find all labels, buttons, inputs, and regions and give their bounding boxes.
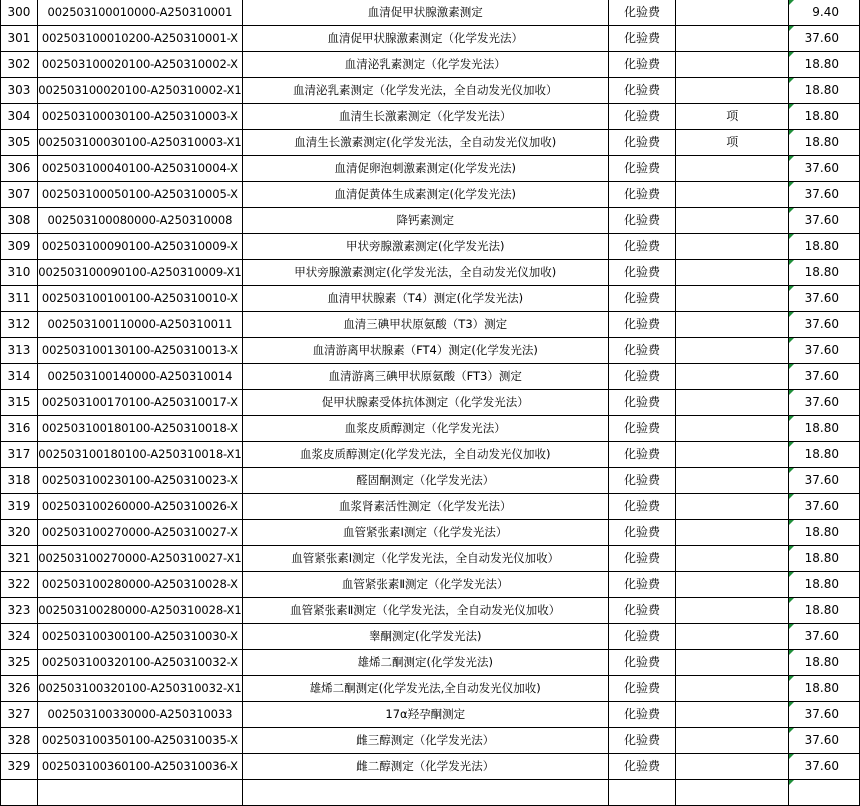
cell-price[interactable]: 18.80 [789, 78, 860, 104]
cell-price[interactable]: 9.40 [789, 0, 860, 26]
cell-unit[interactable] [676, 208, 789, 234]
cell-item-code[interactable]: 002503100170100-A250310017-X [37, 390, 242, 416]
cell-row-number[interactable]: 317 [1, 442, 38, 468]
cell-price[interactable]: 18.80 [789, 520, 860, 546]
cell-fee-category[interactable]: 化验费 [608, 416, 676, 442]
cell-row-number[interactable]: 305 [1, 130, 38, 156]
cell-fee-category[interactable]: 化验费 [608, 52, 676, 78]
cell-item-code[interactable]: 002503100320100-A250310032-X1 [37, 676, 242, 702]
cell-item-code[interactable]: 002503100030100-A250310003-X [37, 104, 242, 130]
cell-price[interactable]: 37.60 [789, 390, 860, 416]
cell-item-code[interactable]: 002503100020100-A250310002-X [37, 52, 242, 78]
cell-fee-category[interactable]: 化验费 [608, 702, 676, 728]
cell-fee-category[interactable]: 化验费 [608, 598, 676, 624]
cell-item-name[interactable]: 血浆皮质醇测定(化学发光法，全自动发光仪加收) [242, 442, 608, 468]
cell-fee-category[interactable]: 化验费 [608, 312, 676, 338]
table-row [1, 442, 860, 468]
cell-price[interactable]: 18.80 [789, 260, 860, 286]
cell-fee-category[interactable]: 化验费 [608, 494, 676, 520]
cell-row-number[interactable]: 306 [1, 156, 38, 182]
cell-fee-category[interactable]: 化验费 [608, 754, 676, 780]
table-row [1, 364, 860, 390]
cell-fee-category[interactable]: 化验费 [608, 156, 676, 182]
cell-price[interactable]: 37.60 [789, 156, 860, 182]
cell-fee-category[interactable]: 化验费 [608, 390, 676, 416]
cell-unit[interactable] [676, 390, 789, 416]
cell-row-number[interactable]: 324 [1, 624, 38, 650]
cell-item-name[interactable]: 甲状旁腺激素测定(化学发光法，全自动发光仪加收) [242, 260, 608, 286]
cell-row-number[interactable]: 318 [1, 468, 38, 494]
cell-unit[interactable] [676, 468, 789, 494]
cell-item-name[interactable]: 雄烯二酮测定(化学发光法) [242, 650, 608, 676]
cell-item-code[interactable]: 002503100010200-A250310001-X [37, 26, 242, 52]
cell-item-name[interactable]: 雌二醇测定（化学发光法） [242, 754, 608, 780]
cell-item-code[interactable]: 002503100270000-A250310027-X [37, 520, 242, 546]
cell-item-code[interactable]: 002503100330000-A250310033 [37, 702, 242, 728]
cell-row-number[interactable]: 329 [1, 754, 38, 780]
cell-item-name[interactable]: 血清促甲状腺激素测定（化学发光法） [242, 26, 608, 52]
cell-price[interactable]: 18.80 [789, 650, 860, 676]
cell-price[interactable]: 37.60 [789, 26, 860, 52]
cell-unit[interactable] [676, 286, 789, 312]
cell-item-name[interactable]: 雌三醇测定（化学发光法） [242, 728, 608, 754]
cell-fee-category[interactable]: 化验费 [608, 26, 676, 52]
cell-item-name[interactable]: 血管紧张素Ⅰ测定（化学发光法，全自动发光仪加收） [242, 546, 608, 572]
cell-row-number[interactable]: 320 [1, 520, 38, 546]
cell-unit[interactable] [676, 702, 789, 728]
table-row [1, 702, 860, 728]
table-row [1, 728, 860, 754]
table-row [1, 182, 860, 208]
cell-unit[interactable] [676, 182, 789, 208]
cell-unit[interactable] [676, 598, 789, 624]
cell-row-number[interactable]: 307 [1, 182, 38, 208]
cell-item-code[interactable]: 002503100280000-A250310028-X1 [37, 598, 242, 624]
table-row [1, 754, 860, 780]
table-row [1, 26, 860, 52]
cell-unit[interactable] [676, 546, 789, 572]
table-row [1, 156, 860, 182]
cell-fee-category[interactable]: 化验费 [608, 286, 676, 312]
table-row [1, 676, 860, 702]
cell-fee-category[interactable]: 化验费 [608, 728, 676, 754]
cell-item-name[interactable]: 促甲状腺素受体抗体测定（化学发光法） [242, 390, 608, 416]
table-row [1, 0, 860, 26]
cell-row-number[interactable]: 315 [1, 390, 38, 416]
cell-fee-category[interactable] [608, 780, 676, 806]
cell-item-name[interactable]: 醛固酮测定（化学发光法） [242, 468, 608, 494]
cell-item-name[interactable]: 血浆肾素活性测定（化学发光法） [242, 494, 608, 520]
cell-item-name[interactable]: 血清泌乳素测定（化学发光法） [242, 52, 608, 78]
cell-unit[interactable] [676, 754, 789, 780]
cell-unit[interactable] [676, 234, 789, 260]
table-row [1, 234, 860, 260]
table-row [1, 598, 860, 624]
cell-price[interactable]: 18.80 [789, 234, 860, 260]
cell-row-number[interactable]: 323 [1, 598, 38, 624]
cell-fee-category[interactable]: 化验费 [608, 208, 676, 234]
cell-row-number[interactable]: 316 [1, 416, 38, 442]
cell-row-number[interactable]: 313 [1, 338, 38, 364]
table-row [1, 546, 860, 572]
cell-fee-category[interactable]: 化验费 [608, 650, 676, 676]
cell-price[interactable]: 37.60 [789, 182, 860, 208]
cell-unit[interactable] [676, 520, 789, 546]
cell-row-number[interactable]: 319 [1, 494, 38, 520]
cell-unit[interactable] [676, 442, 789, 468]
cell-unit[interactable] [676, 78, 789, 104]
table-row [1, 494, 860, 520]
cell-item-code[interactable]: 002503100090100-A250310009-X [37, 234, 242, 260]
cell-item-name[interactable]: 血清甲状腺素（T4）测定(化学发光法) [242, 286, 608, 312]
table-row [1, 130, 860, 156]
cell-item-code[interactable]: 002503100180100-A250310018-X1 [37, 442, 242, 468]
cell-fee-category[interactable]: 化验费 [608, 676, 676, 702]
cell-unit[interactable] [676, 676, 789, 702]
cell-price[interactable]: 37.60 [789, 624, 860, 650]
cell-price[interactable]: 37.60 [789, 208, 860, 234]
cell-item-code[interactable]: 002503100020100-A250310002-X1 [37, 78, 242, 104]
table-row [1, 572, 860, 598]
fee-table-body [1, 0, 860, 806]
cell-price[interactable]: 37.60 [789, 312, 860, 338]
cell-item-code[interactable]: 002503100080000-A250310008 [37, 208, 242, 234]
cell-price[interactable]: 18.80 [789, 598, 860, 624]
cell-row-number[interactable]: 314 [1, 364, 38, 390]
cell-unit[interactable]: 项 [676, 104, 789, 130]
cell-price[interactable]: 18.80 [789, 52, 860, 78]
table-row [1, 338, 860, 364]
cell-item-code[interactable]: 002503100280000-A250310028-X [37, 572, 242, 598]
cell-item-name[interactable]: 血清促甲状腺激素测定 [242, 0, 608, 26]
cell-price[interactable]: 37.60 [789, 338, 860, 364]
cell-fee-category[interactable]: 化验费 [608, 0, 676, 26]
cell-unit[interactable] [676, 26, 789, 52]
cell-unit[interactable] [676, 624, 789, 650]
cell-price[interactable]: 18.80 [789, 572, 860, 598]
cell-item-name[interactable]: 血清促卵泡刺激素测定(化学发光法) [242, 156, 608, 182]
cell-unit[interactable] [676, 416, 789, 442]
cell-fee-category[interactable]: 化验费 [608, 624, 676, 650]
cell-item-name[interactable]: 血清生长激素测定(化学发光法，全自动发光仪加收) [242, 130, 608, 156]
cell-item-name[interactable]: 血清生长激素测定（化学发光法） [242, 104, 608, 130]
cell-row-number[interactable]: 326 [1, 676, 38, 702]
cell-item-name[interactable]: 血清游离三碘甲状原氨酸（FT3）测定 [242, 364, 608, 390]
cell-unit[interactable] [676, 728, 789, 754]
cell-unit[interactable] [676, 780, 789, 806]
cell-item-name[interactable]: 睾酮测定(化学发光法) [242, 624, 608, 650]
cell-price[interactable] [789, 780, 860, 806]
cell-row-number[interactable]: 312 [1, 312, 38, 338]
cell-unit[interactable]: 项 [676, 130, 789, 156]
cell-unit[interactable] [676, 650, 789, 676]
cell-row-number[interactable]: 325 [1, 650, 38, 676]
cell-item-code[interactable]: 002503100100100-A250310010-X [37, 286, 242, 312]
cell-item-name[interactable]: 血管紧张素Ⅰ测定（化学发光法） [242, 520, 608, 546]
cell-fee-category[interactable]: 化验费 [608, 572, 676, 598]
cell-row-number[interactable]: 302 [1, 52, 38, 78]
cell-item-code[interactable]: 002503100110000-A250310011 [37, 312, 242, 338]
cell-item-code[interactable]: 002503100130100-A250310013-X [37, 338, 242, 364]
cell-fee-category[interactable]: 化验费 [608, 338, 676, 364]
table-row [1, 390, 860, 416]
cell-unit[interactable] [676, 494, 789, 520]
cell-row-number[interactable]: 310 [1, 260, 38, 286]
table-row [1, 286, 860, 312]
cell-item-name[interactable]: 血清泌乳素测定（化学发光法，全自动发光仪加收） [242, 78, 608, 104]
table-row [1, 78, 860, 104]
cell-price[interactable]: 37.60 [789, 702, 860, 728]
cell-item-code[interactable]: 002503100140000-A250310014 [37, 364, 242, 390]
cell-price[interactable]: 18.80 [789, 676, 860, 702]
cell-item-name[interactable]: 血清游离甲状腺素（FT4）测定(化学发光法) [242, 338, 608, 364]
cell-row-number[interactable]: 304 [1, 104, 38, 130]
cell-item-code[interactable]: 002503100040100-A250310004-X [37, 156, 242, 182]
table-row [1, 520, 860, 546]
cell-price[interactable]: 37.60 [789, 754, 860, 780]
cell-unit[interactable] [676, 338, 789, 364]
cell-price[interactable]: 18.80 [789, 130, 860, 156]
cell-item-name[interactable]: 血清促黄体生成素测定(化学发光法) [242, 182, 608, 208]
cell-price[interactable]: 18.80 [789, 442, 860, 468]
cell-fee-category[interactable]: 化验费 [608, 546, 676, 572]
cell-row-number[interactable]: 308 [1, 208, 38, 234]
cell-item-name[interactable]: 血清三碘甲状原氨酸（T3）测定 [242, 312, 608, 338]
cell-item-code[interactable]: 002503100270000-A250310027-X1 [37, 546, 242, 572]
cell-item-code[interactable]: 002503100180100-A250310018-X [37, 416, 242, 442]
cell-fee-category[interactable]: 化验费 [608, 78, 676, 104]
table-row [1, 624, 860, 650]
table-row [1, 650, 860, 676]
table-row [1, 260, 860, 286]
cell-price[interactable]: 18.80 [789, 546, 860, 572]
cell-item-code[interactable]: 002503100050100-A250310005-X [37, 182, 242, 208]
table-row [1, 312, 860, 338]
cell-price[interactable]: 18.80 [789, 104, 860, 130]
cell-unit[interactable] [676, 52, 789, 78]
cell-item-name[interactable]: 血管紧张素Ⅱ测定（化学发光法，全自动发光仪加收） [242, 598, 608, 624]
cell-row-number[interactable]: 301 [1, 26, 38, 52]
cell-row-number[interactable] [1, 780, 38, 806]
cell-item-name[interactable] [242, 780, 608, 806]
cell-item-name[interactable]: 雄烯二酮测定(化学发光法,全自动发光仪加收) [242, 676, 608, 702]
cell-item-code[interactable]: 002503100230100-A250310023-X [37, 468, 242, 494]
cell-row-number[interactable]: 328 [1, 728, 38, 754]
cell-item-code[interactable]: 002503100260000-A250310026-X [37, 494, 242, 520]
cell-row-number[interactable]: 300 [1, 0, 38, 26]
table-row [1, 52, 860, 78]
cell-unit[interactable] [676, 0, 789, 26]
cell-fee-category[interactable]: 化验费 [608, 260, 676, 286]
cell-fee-category[interactable]: 化验费 [608, 104, 676, 130]
cell-price[interactable]: 18.80 [789, 416, 860, 442]
cell-price[interactable]: 37.60 [789, 728, 860, 754]
cell-item-name[interactable]: 17α羟孕酮测定 [242, 702, 608, 728]
cell-item-code[interactable] [37, 780, 242, 806]
cell-item-code[interactable]: 002503100090100-A250310009-X1 [37, 260, 242, 286]
cell-fee-category[interactable]: 化验费 [608, 364, 676, 390]
cell-item-code[interactable]: 002503100030100-A250310003-X1 [37, 130, 242, 156]
table-row [1, 780, 860, 806]
cell-item-name[interactable]: 甲状旁腺激素测定(化学发光法) [242, 234, 608, 260]
cell-price[interactable]: 37.60 [789, 364, 860, 390]
cell-item-code[interactable]: 002503100350100-A250310035-X [37, 728, 242, 754]
cell-unit[interactable] [676, 156, 789, 182]
cell-unit[interactable] [676, 260, 789, 286]
cell-row-number[interactable]: 309 [1, 234, 38, 260]
cell-row-number[interactable]: 327 [1, 702, 38, 728]
cell-unit[interactable] [676, 364, 789, 390]
cell-fee-category[interactable]: 化验费 [608, 468, 676, 494]
cell-row-number[interactable]: 321 [1, 546, 38, 572]
cell-price[interactable]: 37.60 [789, 468, 860, 494]
cell-price[interactable]: 37.60 [789, 494, 860, 520]
table-row [1, 104, 860, 130]
table-row [1, 208, 860, 234]
cell-item-code[interactable]: 002503100300100-A250310030-X [37, 624, 242, 650]
cell-item-name[interactable]: 血管紧张素Ⅱ测定（化学发光法） [242, 572, 608, 598]
cell-item-name[interactable]: 血浆皮质醇测定（化学发光法） [242, 416, 608, 442]
cell-unit[interactable] [676, 572, 789, 598]
cell-item-code[interactable]: 002503100010000-A250310001 [37, 0, 242, 26]
cell-row-number[interactable]: 303 [1, 78, 38, 104]
cell-unit[interactable] [676, 312, 789, 338]
cell-fee-category[interactable]: 化验费 [608, 234, 676, 260]
cell-fee-category[interactable]: 化验费 [608, 182, 676, 208]
cell-fee-category[interactable]: 化验费 [608, 520, 676, 546]
cell-fee-category[interactable]: 化验费 [608, 130, 676, 156]
cell-item-code[interactable]: 002503100360100-A250310036-X [37, 754, 242, 780]
cell-item-code[interactable]: 002503100320100-A250310032-X [37, 650, 242, 676]
table-row [1, 468, 860, 494]
cell-fee-category[interactable]: 化验费 [608, 442, 676, 468]
cell-item-name[interactable]: 降钙素测定 [242, 208, 608, 234]
cell-row-number[interactable]: 322 [1, 572, 38, 598]
table-row [1, 416, 860, 442]
cell-row-number[interactable]: 311 [1, 286, 38, 312]
cell-price[interactable]: 37.60 [789, 286, 860, 312]
